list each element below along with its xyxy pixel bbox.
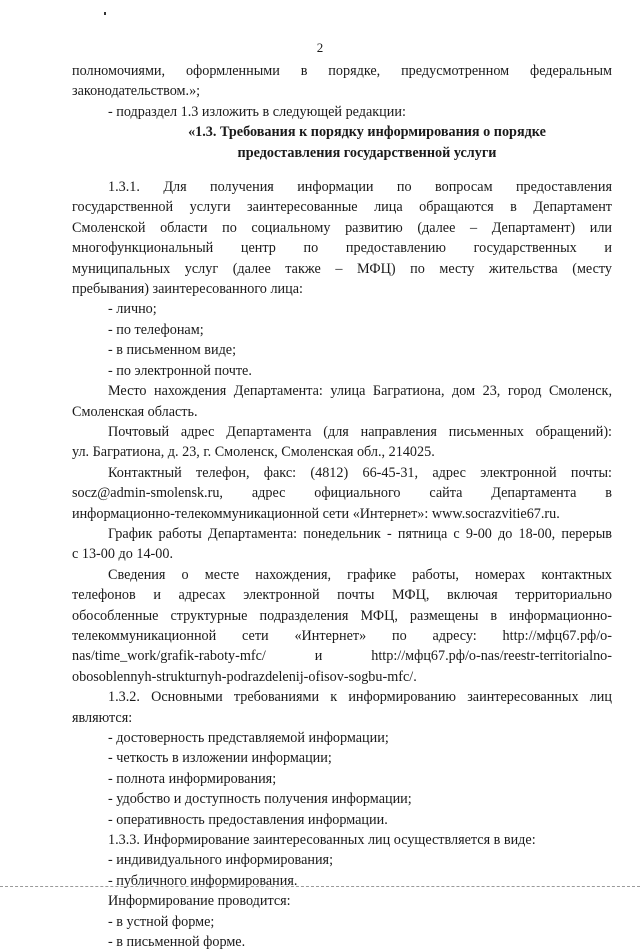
list-item: - лично; bbox=[108, 301, 157, 318]
list-item: - удобство и доступность получения информации; bbox=[108, 791, 412, 808]
text-line: Смоленская область. bbox=[72, 403, 198, 420]
list-item: 1.3.3. Информирование заинтересованных лиц осуществляется в виде: bbox=[108, 832, 536, 849]
scan-speck bbox=[104, 12, 106, 15]
text-line: Смоленской области по социальному развитию (далее – Департамент) или bbox=[72, 219, 612, 236]
list-item: - достоверность представляемой информации; bbox=[108, 730, 389, 746]
list-item: - полнота информирования; bbox=[108, 770, 277, 787]
document-body bbox=[72, 61, 612, 952]
text-line: nas/time_work/grafik-raboty-mfc/ и http://мфц67.рф/о-nas/reestr-territorialno- bbox=[72, 648, 612, 665]
text-line: obosoblennyh-strukturnyh-podrazdelenij-ofisov-sogbu-mfc/. bbox=[72, 668, 417, 685]
text-line: информационно-телекоммуникационной сети «Интернет»: www.socrazvitie67.ru. bbox=[72, 505, 560, 522]
text-line: полномочиями, оформленными в порядке, предусмотренном федеральным bbox=[72, 63, 612, 79]
list-item: - в письменной форме. bbox=[108, 934, 246, 951]
scan-edge-line bbox=[0, 886, 640, 887]
text-line: Место нахождения Департамента: улица Багратиона, дом 23, город Смоленск, bbox=[108, 383, 612, 400]
list-item: - подраздел 1.3 изложить в следующей редакции: bbox=[108, 103, 406, 120]
text-line: пребывания) заинтересованного лица: bbox=[72, 281, 303, 298]
text-line: Контактный телефон, факс: (4812) 66-45-31, адрес электронной почты: bbox=[108, 464, 612, 481]
text-line: socz@admin-smolensk.ru, адрес официального сайта Департамента в bbox=[72, 485, 612, 502]
text-line: 1.3.1. Для получения информации по вопросам предоставления bbox=[108, 179, 612, 196]
list-item: Информирование проводится: bbox=[108, 893, 291, 910]
text-line: телефонов и адресах электронной почты МФЦ, включая территориально bbox=[72, 587, 612, 604]
text-line: с 13-00 до 14-00. bbox=[72, 546, 173, 563]
text-line: График работы Департамента: понедельник - пятница с 9-00 до 18-00, перерыв bbox=[108, 525, 612, 542]
text-line: телекоммуникационной сети «Интернет» по адресу: http://мфц67.рф/о- bbox=[72, 627, 612, 644]
list-item: - в устной форме; bbox=[108, 913, 215, 930]
text-line: ул. Багратиона, д. 23, г. Смоленск, Смоленская обл., 214025. bbox=[72, 444, 435, 461]
text-line: государственной услуги заинтересованные лица обращаются в Департамент bbox=[72, 199, 612, 216]
list-item: - четкость в изложении информации; bbox=[108, 750, 332, 767]
text-line: муниципальных услуг (далее также – МФЦ) по месту жительства (месту bbox=[72, 260, 612, 277]
text-line: законодательством.»; bbox=[72, 83, 201, 100]
text-line: являются: bbox=[72, 709, 133, 726]
list-item: - по телефонам; bbox=[108, 321, 204, 338]
page-number: 2 bbox=[316, 40, 324, 55]
text-line: обособленные структурные подразделения МФЦ, размещены в информационно- bbox=[72, 607, 612, 624]
list-item: - индивидуального информирования; bbox=[108, 852, 334, 869]
text-line: Почтовый адрес Департамента (для направления письменных обращений): bbox=[108, 423, 612, 440]
text-line: Сведения о месте нахождения, графике работы, номерах контактных bbox=[108, 566, 612, 583]
list-item: - оперативность предоставления информации. bbox=[108, 811, 388, 828]
text-line: многофункциональный центр по предоставлению государственных и bbox=[72, 240, 612, 257]
section-heading-line: «1.3. Требования к порядку информирования о порядке bbox=[188, 124, 546, 141]
text-line: 1.3.2. Основными требованиями к информированию заинтересованных лиц bbox=[108, 689, 612, 706]
section-heading-line: предоставления государственной услуги bbox=[237, 144, 497, 161]
list-item: - в письменном виде; bbox=[108, 342, 237, 359]
list-item: - по электронной почте. bbox=[108, 362, 252, 379]
list-item: - публичного информирования. bbox=[108, 872, 298, 889]
